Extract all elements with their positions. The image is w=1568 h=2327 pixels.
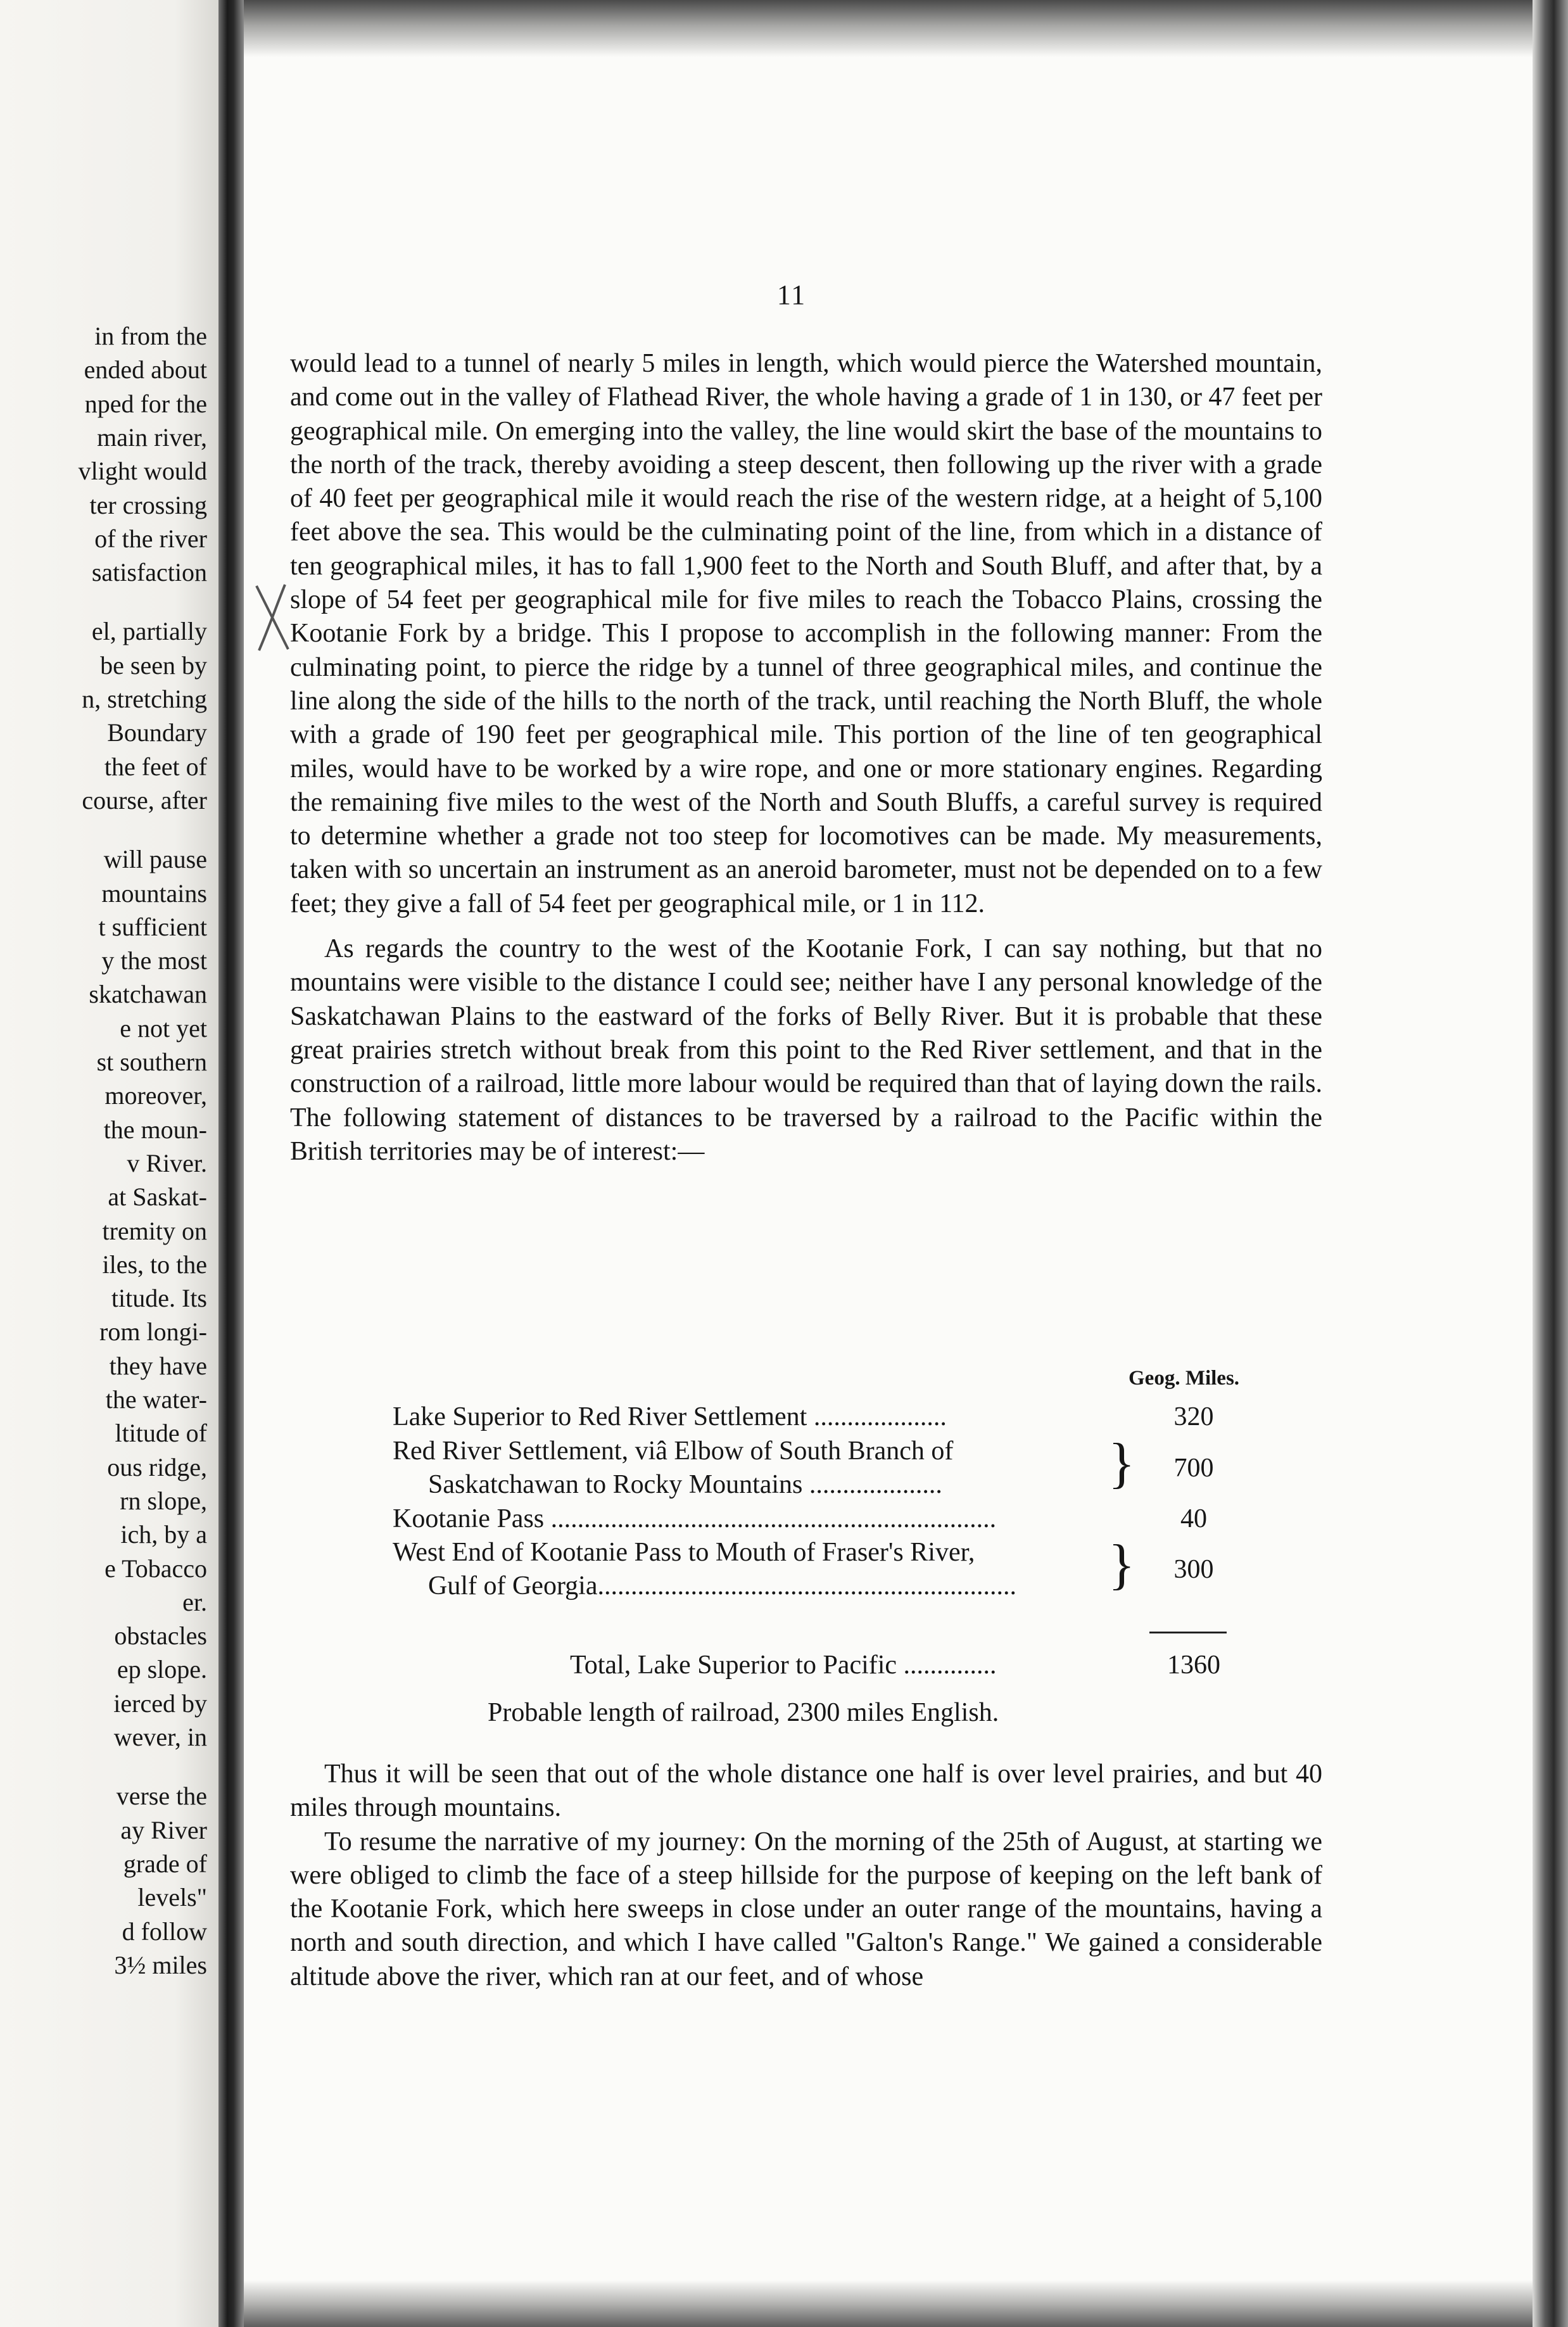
page-right-edge	[1533, 0, 1568, 2327]
page-top-edge	[244, 0, 1548, 57]
left-page-line: will pause	[103, 845, 207, 874]
row-label: Red River Settlement, viâ Elbow of South Branch of	[393, 1436, 954, 1466]
brace-glyph: }	[1108, 1534, 1135, 1595]
left-page-line: grade of	[123, 1849, 207, 1878]
left-page-line: satisfaction	[91, 558, 207, 587]
left-page-line: ended about	[84, 355, 207, 384]
left-page-line: nped for the	[84, 389, 207, 418]
left-page-line: verse the	[116, 1782, 207, 1811]
left-page-line: in from the	[94, 322, 207, 350]
left-page-line: tremity on	[102, 1216, 207, 1245]
total-row	[570, 1650, 1235, 1680]
left-page-line: ltitude of	[115, 1419, 207, 1448]
left-page-line: rn slope,	[120, 1486, 207, 1515]
row-value: 320	[1173, 1402, 1214, 1431]
left-page-line: er.	[182, 1587, 207, 1616]
table-row	[393, 1402, 1235, 1436]
left-page	[0, 0, 218, 2327]
row-label: Lake Superior to Red River Settlement ....................	[393, 1402, 947, 1431]
left-page-line: e Tobacco	[104, 1554, 207, 1583]
left-page-line: be seen by	[100, 650, 207, 680]
left-page-line: ter crossing	[89, 490, 207, 519]
left-page-line: rom longi-	[99, 1317, 207, 1347]
left-page-line: vlight would	[78, 457, 207, 486]
table-row	[393, 1432, 1235, 1504]
left-page-line: mountains	[101, 878, 207, 908]
left-page-line: the water-	[105, 1385, 207, 1414]
distances-table-header: Geog. Miles.	[1129, 1367, 1240, 1390]
left-page-line: of the river	[94, 524, 207, 553]
left-page-line: skatchawan	[89, 980, 207, 1009]
left-page-line: the feet of	[104, 752, 207, 781]
left-page-line: n, stretching	[82, 685, 207, 713]
row-label-continued: Gulf of Georgia...............................................................	[428, 1571, 1016, 1601]
paragraph-narrative: To resume the narrative of my journey: On the morning of the 25th of August, at starting we were obliged to climb the face of a steep hillside for the purpose of keeping on the left bank of the Kootanie Fork, which here sweeps in close under an outer range of the mountains, having a north and south direction, and which I have called "Galton's Range." We gained a considerable altitude above the river, which ran at our feet, and of whose	[290, 1827, 1322, 1991]
left-page-line: 3½ miles	[114, 1950, 207, 1979]
left-page-line: iles, to the	[102, 1250, 207, 1279]
table-row	[393, 1534, 1235, 1605]
left-page-line: titude. Its	[111, 1284, 207, 1313]
page-number: 11	[776, 279, 807, 310]
railroad-length-note: Probable length of railroad, 2300 miles English.	[488, 1698, 999, 1727]
paragraph-summary: Thus it will be seen that out of the whole distance one half is over level prairies, and but 40 miles through mountains.	[290, 1760, 1322, 1823]
left-page-line: moreover,	[104, 1081, 207, 1110]
left-page-line: ay River	[120, 1815, 207, 1844]
left-page-line: ous ridge,	[107, 1452, 207, 1481]
left-page-line: e not yet	[120, 1013, 207, 1043]
paragraph-railroad-route: would lead to a tunnel of nearly 5 miles in length, which would pierce the Watershed mountain, and come out in the valley of Flathead River, the whole having a grade of 1 in 130, or 47 feet per geographical mile. On emerging into the valley, the line would skirt the base of the mountains to the north of the track, thereby avoiding a steep descent, then following up the river with a grade of 40 feet per geographical mile it would reach the rise of the western ridge, at a height of 5,100 feet above the sea. This would be the culminating point of the line, from which in a distance of ten geographical miles, it has to fall 1,900 feet to the North and South Bluff, and after that, by a slope of 54 feet per geographical mile for five miles to reach the Tobacco Plains, crossing the Kootanie Fork by a bridge. This I propose to accomplish in the following manner: From the culminating point, to pierce the ridge by a tunnel of three geographical miles, and continue the line along the side of the hills to the north of the track, until reaching the North Bluff, the whole with a grade of 190 feet per geographical mile. This portion of the line of ten geographical miles, would have to be worked by a wire rope, and one or more stationary engines. Regarding the remaining five miles to the west of the North and South Bluffs, a careful survey is required to determine whether a grade not too steep for locomotives can be made. My measurements, taken with so uncertain an instrument as an aneroid barometer, must not be depended on to a few feet; they give a fall of 54 feet per geographical mile, or 1 in 112.	[290, 349, 1322, 918]
left-page-line: y the most	[101, 946, 207, 975]
body-text-bottom	[290, 1758, 1322, 1994]
left-page-line: v River.	[127, 1148, 207, 1177]
body-text-top	[290, 347, 1322, 1169]
brace-glyph: }	[1108, 1432, 1135, 1494]
table-row	[393, 1504, 1235, 1538]
total-label: Total, Lake Superior to Pacific ..............	[570, 1651, 997, 1680]
left-page-line: course, after	[82, 785, 207, 815]
row-label: Kootanie Pass ...................................................................	[393, 1504, 997, 1533]
left-page-line: t sufficient	[98, 912, 207, 941]
left-page-line: levels"	[137, 1883, 207, 1912]
left-page-line: at Saskat-	[108, 1183, 207, 1212]
page-bottom-edge	[244, 2280, 1548, 2327]
left-page-line: the moun-	[103, 1115, 207, 1144]
row-value: 700	[1173, 1453, 1214, 1483]
book-gutter	[218, 0, 244, 2327]
left-page-line: Boundary	[107, 718, 207, 747]
paragraph-country-west: As regards the country to the west of the Kootanie Fork, I can say nothing, but that no mountains were visible to the distance I could see; neither have I any personal knowledge of the Saskatchawan Plains to the eastward of the forks of Belly River. But it is probable that these great prairies stretch without break from this point to the Red River settlement, and that in the construction of a railroad, little more labour would be required than that of laying down the rails. The following statement of distances to be traversed by a railroad to the Pacific within the British territories may be of interest:—	[290, 934, 1322, 1166]
left-page-line: el, partially	[91, 617, 207, 646]
row-value: 40	[1180, 1504, 1207, 1533]
total-value: 1360	[1167, 1651, 1220, 1680]
row-label: West End of Kootanie Pass to Mouth of Fraser's River,	[393, 1538, 975, 1567]
left-page-line: main river,	[97, 422, 207, 452]
row-value: 300	[1173, 1555, 1214, 1584]
left-page-line: they have	[109, 1351, 207, 1380]
left-page-line: ierced by	[113, 1689, 207, 1718]
pencil-margin-mark	[250, 580, 294, 656]
left-page-line: ich, by a	[120, 1520, 207, 1549]
left-page-line: obstacles	[114, 1621, 207, 1651]
row-label-continued: Saskatchawan to Rocky Mountains ....................	[428, 1469, 942, 1499]
distances-table	[393, 1402, 1235, 1605]
left-page-line: st southern	[96, 1048, 207, 1076]
left-page-line: wever, in	[113, 1723, 207, 1751]
left-page-line: d follow	[122, 1917, 207, 1946]
total-rule	[1149, 1632, 1227, 1633]
left-page-line: ep slope.	[117, 1655, 207, 1684]
